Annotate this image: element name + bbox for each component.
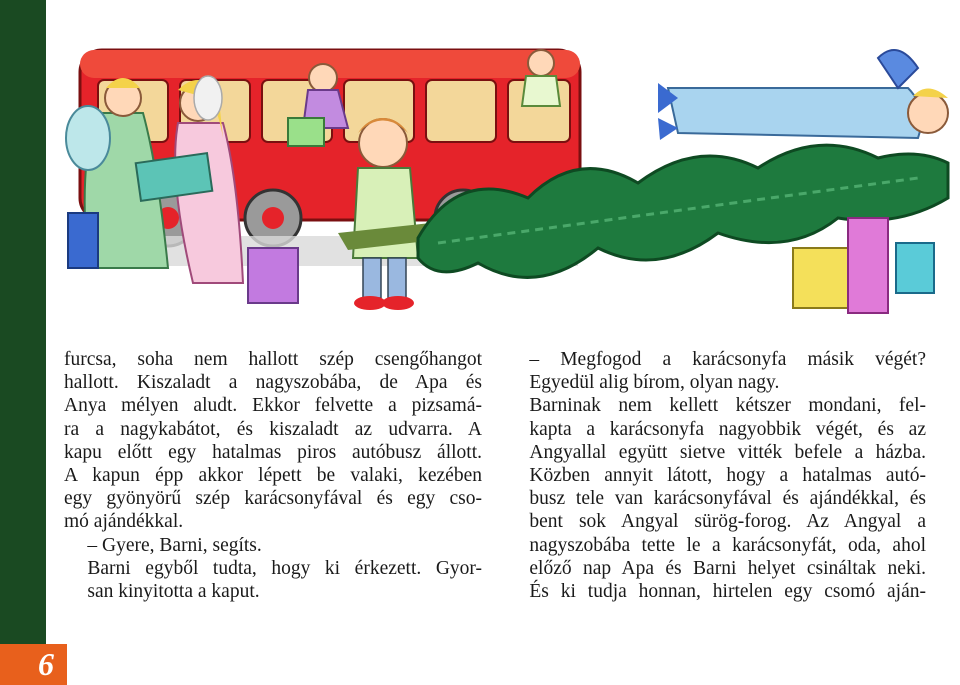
text-line: – Megfogod a karácsonyfa másik végét? [529, 349, 926, 370]
text-line: Barni egyből tudta, hogy ki érkezett. Gyor- [87, 557, 482, 579]
text-line: mó ajándékkal. [64, 511, 184, 533]
page-edge-strip [0, 0, 46, 685]
dialogue-paragraph [506, 348, 926, 394]
text-line: Angyallal együtt sietve vitték befele a házba. [529, 441, 926, 463]
text-line: Egyedül alig bírom, olyan nagy. [529, 372, 780, 394]
paragraph [64, 348, 482, 534]
text-line: kapu előtt egy hatalmas piros autóbusz állott. [64, 441, 482, 463]
text-line: Közben annyit látott, hogy a hatalmas autó- [529, 465, 926, 487]
text-line: san kinyitotta a kaput. [87, 581, 260, 603]
text-line: busz tele van karácsonyfával és ajándékkal, és [529, 488, 926, 510]
present-pink [848, 218, 888, 313]
text-line: ra a nagykabátot, és kiszaladt az udvarra. A [64, 418, 482, 440]
text-line: Anya mélyen aludt. Ekkor felvette a pizsamá- [64, 395, 482, 417]
christmas-bus-illustration [58, 18, 958, 338]
paragraph [506, 394, 926, 603]
text-line: furcsa, soha nem hallott szép csengőhangot [64, 349, 482, 370]
text-line: kapta a karácsonyfa nagyobbik végét, és az [529, 418, 926, 440]
left-text-column [64, 348, 482, 603]
flying-angel [658, 50, 948, 140]
text-line: A kapun épp akkor lépett be valaki, kezében [64, 465, 482, 487]
present-blue [68, 213, 98, 268]
right-text-column [506, 348, 926, 603]
page-number: 6 [38, 646, 54, 682]
text-line: nagyszobába tette le a karácsonyfát, oda, ahol [529, 534, 926, 556]
text-line: hallott. Kiszaladt a nagyszobába, de Apa és [64, 372, 482, 394]
present-purple [248, 248, 298, 303]
text-line: Barninak nem kellett kétszer mondani, fel- [529, 395, 926, 417]
dialogue-paragraph [64, 534, 482, 557]
text-line: És ki tudja honnan, hirtelen egy csomó aján- [529, 581, 926, 603]
paragraph [64, 557, 482, 603]
text-line: előző nap Apa és Barni helyet csináltak neki. [529, 557, 926, 579]
text-line: bent sok Angyal sürög-forog. Az Angyal a [529, 511, 926, 533]
text-line: – Gyere, Barni, segíts. [87, 534, 262, 556]
present-teal [896, 243, 934, 293]
present-yellow [793, 248, 848, 308]
text-line: egy gyönyörű szép karácsonyfával és egy cso- [64, 488, 482, 510]
